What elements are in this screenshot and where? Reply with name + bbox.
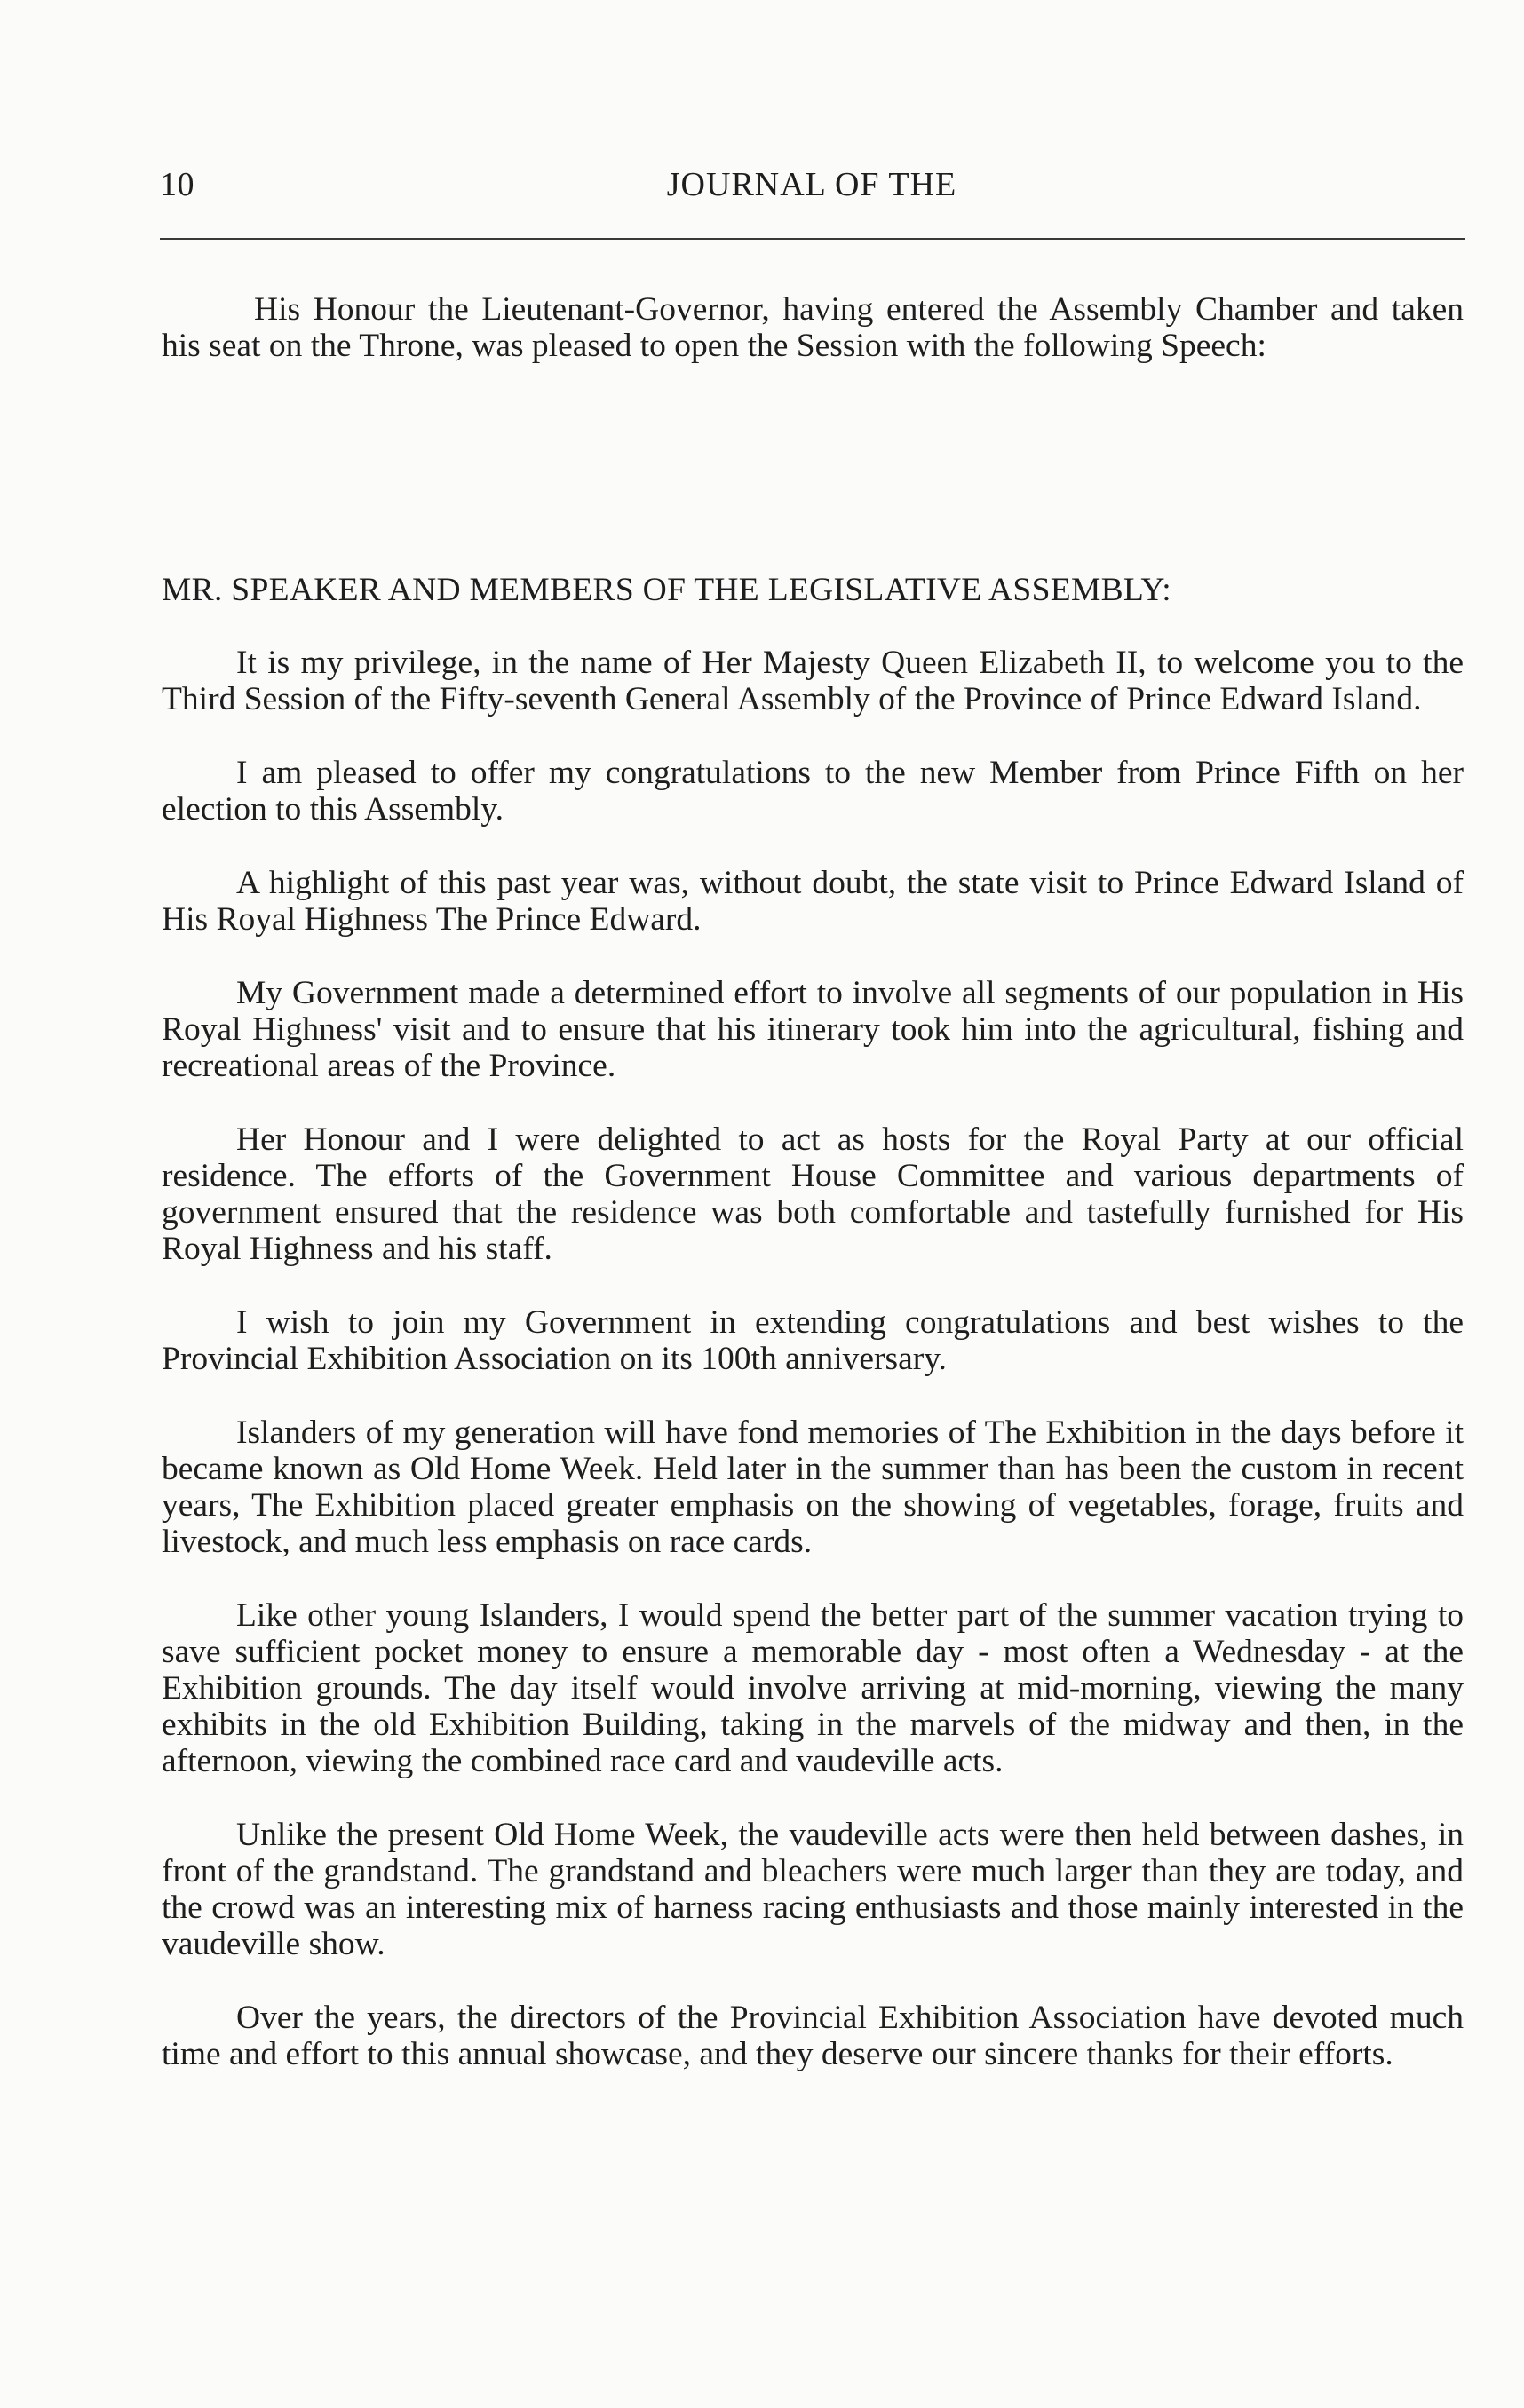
speech-salutation: MR. SPEAKER AND MEMBERS OF THE LEGISLATIVE ASSEMBLY:: [162, 572, 1172, 608]
speech-paragraph: It is my privilege, in the name of Her Majesty Queen Elizabeth II, to welcome you to the Third Session of the Fifty-seventh General Assembly of the Province of Prince Edward Island.: [162, 645, 1464, 717]
speech-paragraph: Unlike the present Old Home Week, the vaudeville acts were then held between dashes, in front of the grandstand. The grandstand and bleachers were much larger than they are today, and the crowd was an interesting mix of harness racing enthusiasts and those mainly interested in the vaudeville show.: [162, 1817, 1464, 1962]
speech-paragraph: Over the years, the directors of the Provincial Exhibition Association have devoted much time and effort to this annual showcase, and they deserve our sincere thanks for their efforts.: [162, 2000, 1464, 2072]
speech-paragraph: I wish to join my Government in extending congratulations and best wishes to the Provincial Exhibition Association on its 100th anniversary.: [162, 1304, 1464, 1377]
speech-paragraph: Her Honour and I were delighted to act as hosts for the Royal Party at our official residence. The efforts of the Government House Committee and various departments of government ensured that the residence was both comfortable and tastefully furnished for His Royal Highness and his staff.: [162, 1121, 1464, 1267]
speech-body: [162, 645, 1464, 2110]
speech-paragraph: Like other young Islanders, I would spend the better part of the summer vacation trying to save sufficient pocket money to ensure a memorable day - most often a Wednesday - at the Exhibition grounds. The day itself would involve arriving at mid-morning, viewing the many exhibits in the old Exhibition Building, taking in the marvels of the midway and then, in the afternoon, viewing the combined race card and vaudeville acts.: [162, 1597, 1464, 1779]
page-number: 10: [160, 166, 194, 203]
speech-paragraph: My Government made a determined effort to involve all segments of our population in His Royal Highness' visit and to ensure that his itinerary took him into the agricultural, fishing and recreational areas of the Province.: [162, 975, 1464, 1084]
header-rule: [160, 238, 1465, 240]
speech-paragraph: A highlight of this past year was, without doubt, the state visit to Prince Edward Island of His Royal Highness The Prince Edward.: [162, 865, 1464, 938]
running-head: JOURNAL OF THE: [666, 166, 957, 203]
speech-paragraph: Islanders of my generation will have fond memories of The Exhibition in the days before it became known as Old Home Week. Held later in the summer than has been the custom in recent years, The Exhibition placed greater emphasis on the showing of vegetables, forage, fruits and livestock, and much less emphasis on race cards.: [162, 1414, 1464, 1560]
intro-paragraph: His Honour the Lieutenant-Governor, having entered the Assembly Chamber and taken his seat on the Throne, was pleased to open the Session with the following Speech:: [162, 291, 1464, 364]
page-header: [160, 165, 1464, 210]
speech-paragraph: I am pleased to offer my congratulations to the new Member from Prince Fifth on her election to this Assembly.: [162, 755, 1464, 828]
